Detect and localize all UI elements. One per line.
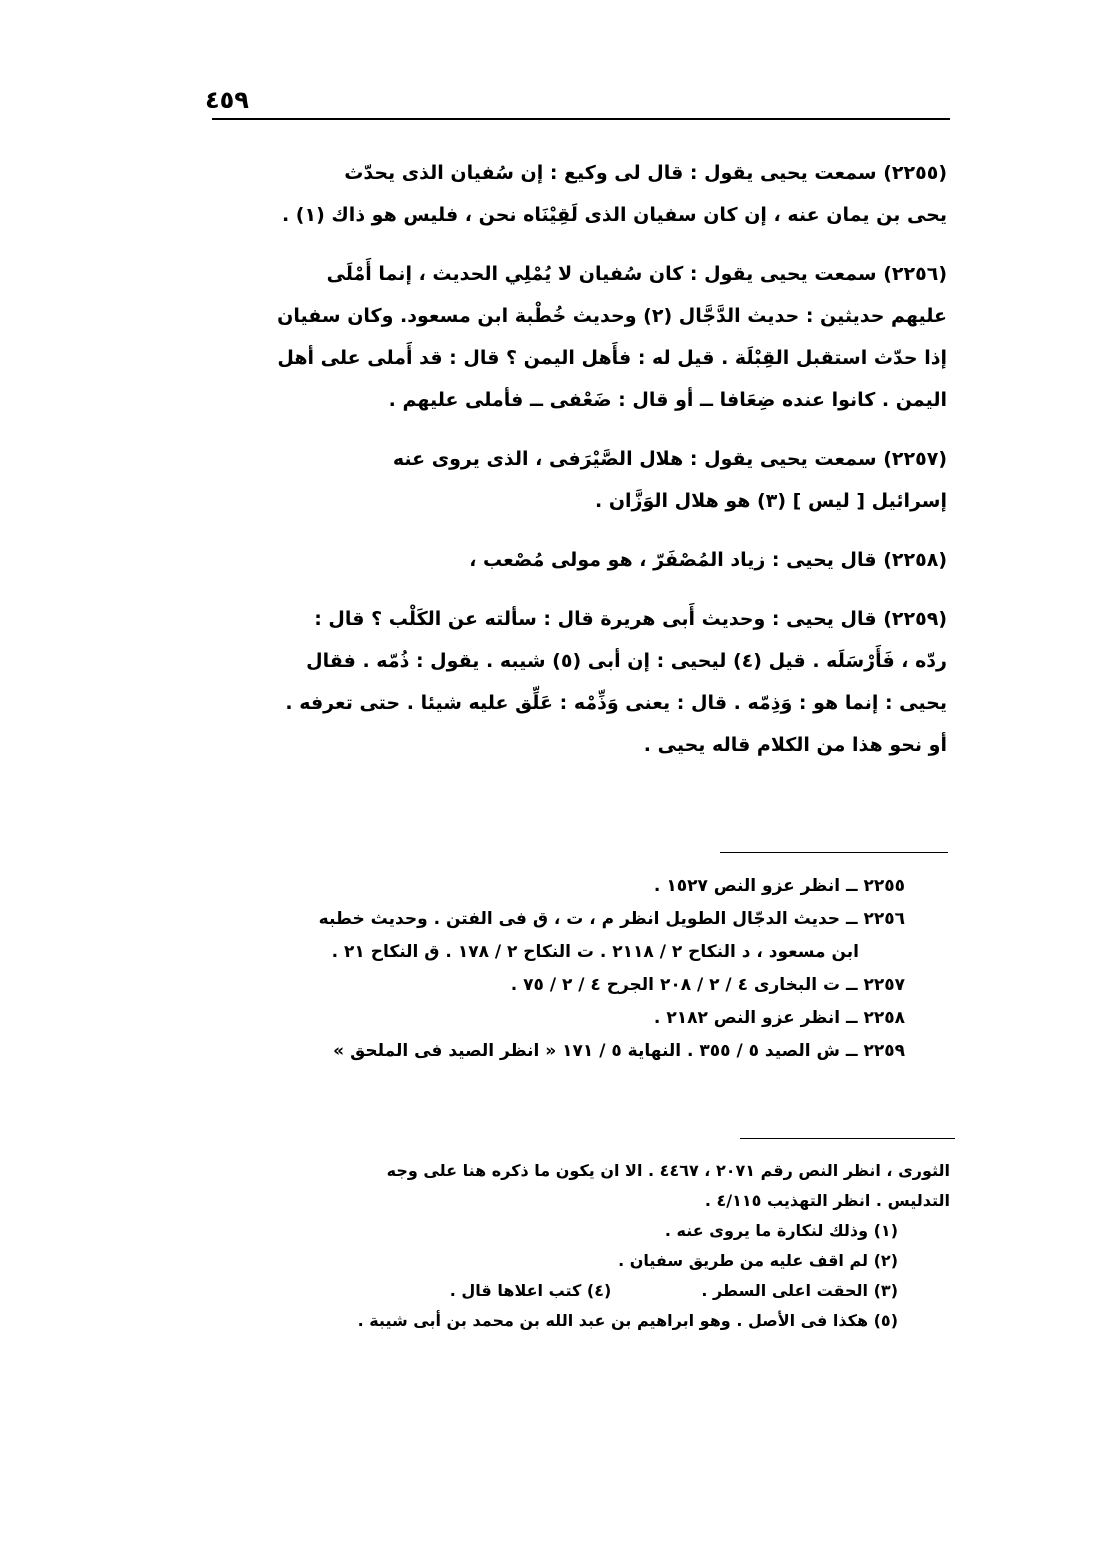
footnote-5: (٥) هكذا فى الأصل . وهو ابراهيم بن عبد الله بن محمد بن أبى شيبة . xyxy=(357,1311,898,1330)
note-2257: ٢٢٥٧ ــ ت البخارى ٤ / ٢ / ٢٠٨ الجرح ٤ / ٢ / ٧٥ . xyxy=(510,975,905,995)
text-line: (٢٢٥٥) سمعت يحيى يقول : قال لى وكيع : إن سُفيان الذى يحدّث xyxy=(344,162,947,184)
footnotes xyxy=(215,1156,950,1336)
note-2256: ٢٢٥٦ ــ حديث الدجّال الطويل انظر م ، ت ، ق فى الفتن . وحديث خطبه xyxy=(318,909,905,929)
notes-separator xyxy=(720,852,948,853)
footnote-continuation: التدليس . انظر التهذيب ٤/١١٥ . xyxy=(704,1191,950,1210)
text-line: (٢٢٥٨) قال يحيى : زياد المُصْفَرّ ، هو مولى مُصْعب ، xyxy=(469,549,947,571)
note-2258: ٢٢٥٨ ــ انظر عزو النص ٢١٨٢ . xyxy=(653,1008,905,1028)
header-rule xyxy=(212,118,950,120)
entry-2259 xyxy=(215,598,947,766)
footnote-2: (٢) لم اقف عليه من طريق سفيان . xyxy=(618,1251,898,1270)
main-text xyxy=(215,152,947,783)
footnote-continuation: الثورى ، انظر النص رقم ٢٠٧١ ، ٤٤٦٧ . الا ان يكون ما ذكره هنا على وجه xyxy=(386,1161,950,1180)
text-line: يحيى : إنما هو : وَذِمّه . قال : يعنى وَذِّمْه : عَلِّق عليه شيئا . حتى تعرفه . xyxy=(285,692,947,714)
text-line: يحى بن يمان عنه ، إن كان سفيان الذى لَقِيْنَاه نحن ، فليس هو ذاك (١) . xyxy=(281,204,947,226)
editor-notes xyxy=(215,870,905,1068)
footnote-1: (١) وذلك لنكارة ما يروى عنه . xyxy=(664,1221,898,1240)
entry-2256 xyxy=(215,253,947,421)
text-line: (٢٢٥٧) سمعت يحيى يقول : هلال الصَّيْرَفى ، الذى يروى عنه xyxy=(392,448,947,470)
text-line: (٢٢٥٩) قال يحيى : وحديث أَبى هريرة قال : سألته عن الكَلْب ؟ قال : xyxy=(314,608,947,630)
footnote-3: (٣) الحقت اعلى السطر . xyxy=(701,1281,898,1300)
text-line: عليهم حديثين : حديث الدَّجَّال (٢) وحديث خُطْبة ابن مسعود. وكان سفيان xyxy=(277,305,947,327)
text-line: (٢٢٥٦) سمعت يحيى يقول : كان سُفيان لا يُمْلِي الحديث ، إنما أَمْلَى xyxy=(326,263,947,285)
text-line: إسرائيل [ ليس ] (٣) هو هلال الوَزَّان . xyxy=(594,490,947,512)
text-line: اليمن . كانوا عنده ضِعَافا ــ أو قال : ضَعْفى ــ فأملى عليهم . xyxy=(388,389,947,411)
entry-2257 xyxy=(215,438,947,522)
note-2259: ٢٢٥٩ ــ ش الصيد ٥ / ٣٥٥ . النهاية ٥ / ١٧١ « انظر الصيد فى الملحق » xyxy=(333,1041,905,1061)
entry-2255 xyxy=(215,152,947,236)
text-line: ردّه ، فَأَرْسَلَه . قيل (٤) ليحيى : إن أبى (٥) شيبه . يقول : ذُمّه . فقال xyxy=(306,650,947,672)
note-2256-cont: ابن مسعود ، د النكاح ٢ / ٢١١٨ . ت النكاح ٢ / ١٧٨ . ق النكاح ٢١ . xyxy=(331,942,859,962)
note-2255: ٢٢٥٥ ــ انظر عزو النص ١٥٢٧ . xyxy=(653,876,905,896)
footnotes-separator xyxy=(740,1138,955,1139)
text-line: إذا حدّث استقبل القِبْلَة . قيل له : فأَهل اليمن ؟ قال : قد أَملى على أهل xyxy=(277,347,947,369)
footnote-4: (٤) كتب اعلاها قال . xyxy=(449,1281,612,1300)
page-number: ٤٥٩ xyxy=(205,86,249,114)
entry-2258 xyxy=(215,539,947,581)
footnote-pair xyxy=(215,1276,950,1306)
text-line: أو نحو هذا من الكلام قاله يحيى . xyxy=(643,734,947,756)
